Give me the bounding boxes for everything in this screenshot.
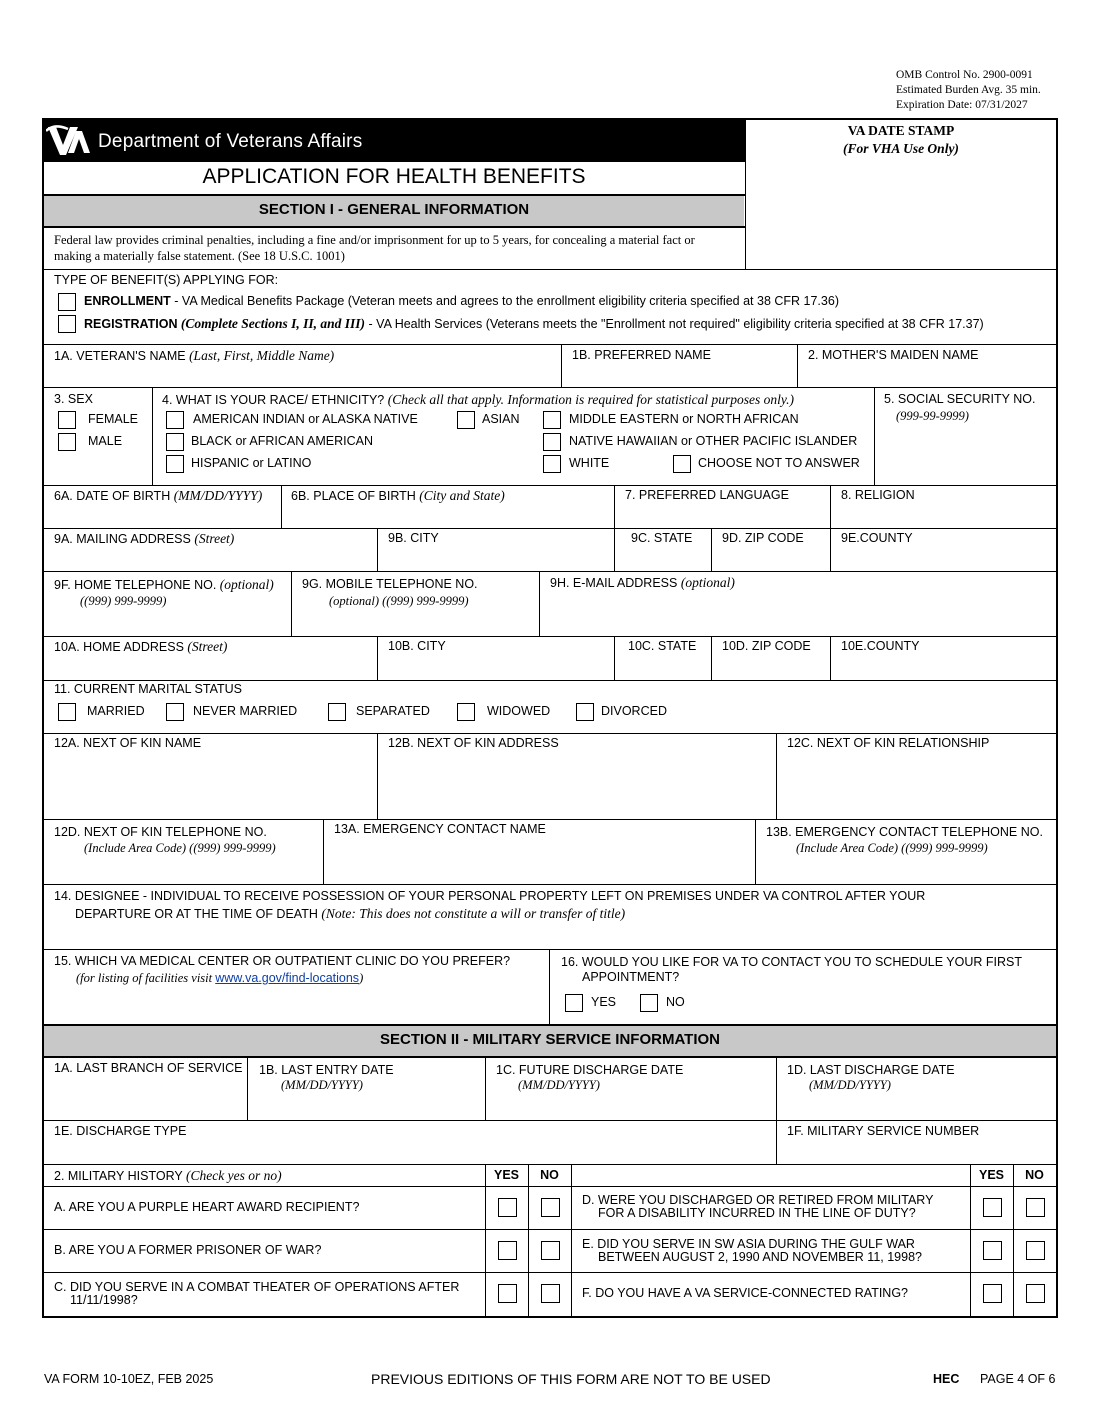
agency-header: [42, 118, 746, 162]
race-white-checkbox[interactable]: [543, 455, 561, 473]
stamp-title: VA DATE STAMP: [847, 123, 955, 138]
dob-label: 6A. DATE OF BIRTH (MM/DD/YYYY): [54, 488, 263, 503]
appointment-yes-label: YES: [591, 995, 617, 1009]
race-american-indian-label: AMERICAN INDIAN or ALASKA NATIVE: [193, 412, 418, 426]
last-branch-label: 1A. LAST BRANCH OF SERVICE: [54, 1061, 243, 1075]
sex-female-checkbox[interactable]: [58, 411, 76, 429]
pow-question: B. ARE YOU A FORMER PRISONER OF WAR?: [54, 1243, 322, 1257]
future-discharge-date-hint: (MM/DD/YYYY): [518, 1078, 600, 1092]
appointment-yes-checkbox[interactable]: [565, 994, 583, 1012]
next-of-kin-phone-hint: (Include Area Code) ((999) 999-9999): [84, 841, 276, 855]
preferred-language-label: 7. PREFERRED LANGUAGE: [625, 488, 789, 502]
disability-discharge-no-checkbox[interactable]: [1026, 1198, 1045, 1217]
race-choose-not-label: CHOOSE NOT TO ANSWER: [698, 456, 860, 470]
penalty-notice: Federal law provides criminal penalties, including a fine and/or imprisonment for up to 5 years, for concealing a material fact or making a materially false statement. (See 18 U.S.C. 1001): [54, 233, 695, 263]
facility-hint: (for listing of facilities visit www.va.gov/find-locations): [76, 971, 364, 985]
schedule-appointment-label-2: APPOINTMENT?: [582, 970, 680, 984]
next-of-kin-phone-label: 12D. NEXT OF KIN TELEPHONE NO.: [54, 825, 267, 839]
sex-female-label: FEMALE: [88, 412, 139, 426]
mailing-address-label: 9A. MAILING ADDRESS (Street): [54, 531, 235, 546]
last-discharge-date-hint: (MM/DD/YYYY): [809, 1078, 891, 1092]
registration-checkbox[interactable]: [58, 315, 76, 333]
race-black-label: BLACK or AFRICAN AMERICAN: [191, 434, 373, 448]
no-header-left: NO: [540, 1168, 559, 1182]
benefit-label: TYPE OF BENEFIT(S) APPLYING FOR:: [54, 273, 279, 287]
marital-status-label: 11. CURRENT MARITAL STATUS: [54, 682, 242, 696]
disability-discharge-question-2: FOR A DISABILITY INCURRED IN THE LINE OF DUTY?: [598, 1206, 916, 1220]
ssn-hint: (999-99-9999): [896, 409, 969, 423]
yes-header-right: YES: [978, 1168, 1004, 1182]
stamp-subtitle: (For VHA Use Only): [843, 141, 959, 156]
agency-name: Department of Veterans Affairs: [98, 131, 363, 152]
sex-male-checkbox[interactable]: [58, 433, 76, 451]
service-connected-yes-checkbox[interactable]: [983, 1284, 1002, 1303]
race-white-label: WHITE: [569, 456, 610, 470]
mailing-county-label: 9E.COUNTY: [841, 531, 913, 545]
sex-label: 3. SEX: [54, 392, 93, 406]
combat-theater-yes-checkbox[interactable]: [498, 1284, 517, 1303]
mailing-state-label: 9C. STATE: [631, 531, 693, 545]
combat-theater-question-2: 11/11/1998?: [70, 1293, 138, 1307]
editions-notice: PREVIOUS EDITIONS OF THIS FORM ARE NOT TO BE USED: [371, 1371, 771, 1387]
combat-theater-question: C. DID YOU SERVE IN A COMBAT THEATER OF OPERATIONS AFTER: [54, 1280, 460, 1294]
emergency-contact-name-label: 13A. EMERGENCY CONTACT NAME: [334, 822, 546, 836]
race-hispanic-checkbox[interactable]: [166, 455, 184, 473]
widowed-label: WIDOWED: [487, 704, 551, 718]
mothers-maiden-name-label: 2. MOTHER'S MAIDEN NAME: [808, 348, 979, 362]
married-label: MARRIED: [87, 704, 145, 718]
designee-label: 14. DESIGNEE - INDIVIDUAL TO RECEIVE POSSESSION OF YOUR PERSONAL PROPERTY LEFT ON PREMISES UNDER VA CONTROL AFTER YOUR: [54, 889, 926, 903]
email-label: 9H. E-MAIL ADDRESS (optional): [550, 575, 735, 590]
last-entry-date-hint: (MM/DD/YYYY): [281, 1078, 363, 1092]
pow-yes-checkbox[interactable]: [498, 1241, 517, 1260]
race-pacific-islander-label: NATIVE HAWAIIAN or OTHER PACIFIC ISLANDER: [569, 434, 858, 448]
next-of-kin-name-label: 12A. NEXT OF KIN NAME: [54, 736, 202, 750]
race-hispanic-label: HISPANIC or LATINO: [191, 456, 312, 470]
sex-male-label: MALE: [88, 434, 123, 448]
emergency-contact-phone-hint: (Include Area Code) ((999) 999-9999): [796, 841, 988, 855]
next-of-kin-relationship-label: 12C. NEXT OF KIN RELATIONSHIP: [787, 736, 990, 750]
race-asian-checkbox[interactable]: [457, 411, 475, 429]
page-number: PAGE 4 OF 6: [980, 1372, 1056, 1386]
never-married-label: NEVER MARRIED: [193, 704, 298, 718]
section-2-title: SECTION II - MILITARY SERVICE INFORMATION: [44, 1026, 1056, 1056]
military-history-label: 2. MILITARY HISTORY (Check yes or no): [54, 1168, 282, 1183]
combat-theater-no-checkbox[interactable]: [541, 1284, 560, 1303]
find-locations-link[interactable]: www.va.gov/find-locations: [215, 971, 360, 985]
divorced-label: DIVORCED: [601, 704, 667, 718]
gulf-war-yes-checkbox[interactable]: [983, 1241, 1002, 1260]
home-state-label: 10C. STATE: [628, 639, 697, 653]
enrollment-option: ENROLLMENT - VA Medical Benefits Package (Veteran meets and agrees to the enrollment eligibility criteria specified at 38 CFR 17.36): [84, 294, 839, 308]
schedule-appointment-label: 16. WOULD YOU LIKE FOR VA TO CONTACT YOU TO SCHEDULE YOUR FIRST: [561, 955, 1022, 969]
race-middle-eastern-checkbox[interactable]: [543, 411, 561, 429]
divorced-checkbox[interactable]: [576, 703, 594, 721]
disability-discharge-yes-checkbox[interactable]: [983, 1198, 1002, 1217]
race-middle-eastern-label: MIDDLE EASTERN or NORTH AFRICAN: [569, 412, 799, 426]
emergency-contact-phone-label: 13B. EMERGENCY CONTACT TELEPHONE NO.: [766, 825, 1043, 839]
home-address-label: 10A. HOME ADDRESS (Street): [54, 639, 228, 654]
form-title: APPLICATION FOR HEALTH BENEFITS: [202, 165, 586, 188]
home-county-label: 10E.COUNTY: [841, 639, 920, 653]
home-zip-label: 10D. ZIP CODE: [722, 639, 811, 653]
race-label: 4. WHAT IS YOUR RACE/ ETHNICITY? (Check all that apply. Information is required for statistical purposes only.): [162, 392, 794, 407]
widowed-checkbox[interactable]: [457, 703, 475, 721]
race-choose-not-checkbox[interactable]: [673, 455, 691, 473]
designee-label-2: DEPARTURE OR AT THE TIME OF DEATH (Note: This does not constitute a will or transfer of title): [75, 906, 626, 921]
pow-no-checkbox[interactable]: [541, 1241, 560, 1260]
mailing-zip-label: 9D. ZIP CODE: [722, 531, 804, 545]
separated-label: SEPARATED: [356, 704, 430, 718]
discharge-type-label: 1E. DISCHARGE TYPE: [54, 1124, 187, 1138]
race-asian-label: ASIAN: [482, 412, 520, 426]
next-of-kin-address-label: 12B. NEXT OF KIN ADDRESS: [388, 736, 559, 750]
va-logo-icon: [46, 123, 90, 157]
yes-header-left: YES: [493, 1168, 519, 1182]
never-married-checkbox[interactable]: [166, 703, 184, 721]
purple-heart-yes-checkbox[interactable]: [498, 1198, 517, 1217]
mobile-phone-label: 9G. MOBILE TELEPHONE NO.: [302, 577, 478, 591]
purple-heart-no-checkbox[interactable]: [541, 1198, 560, 1217]
separated-checkbox[interactable]: [328, 703, 346, 721]
preferred-name-label: 1B. PREFERRED NAME: [572, 348, 711, 362]
home-city-label: 10B. CITY: [388, 639, 446, 653]
service-connected-question: F. DO YOU HAVE A VA SERVICE-CONNECTED RATING?: [582, 1286, 909, 1300]
appointment-no-checkbox[interactable]: [640, 994, 658, 1012]
section-1-title: SECTION I - GENERAL INFORMATION: [44, 196, 744, 226]
no-header-right: NO: [1025, 1168, 1044, 1182]
future-discharge-date-label: 1C. FUTURE DISCHARGE DATE: [496, 1063, 684, 1077]
omb-info: OMB Control No. 2900-0091 Estimated Burden Avg. 35 min. Expiration Date: 07/31/2027: [896, 69, 1041, 111]
religion-label: 8. RELIGION: [841, 488, 915, 502]
disability-discharge-question: D. WERE YOU DISCHARGED OR RETIRED FROM MILITARY: [582, 1193, 934, 1207]
purple-heart-question: A. ARE YOU A PURPLE HEART AWARD RECIPIENT?: [54, 1200, 360, 1214]
mobile-phone-hint: (optional) ((999) 999-9999): [329, 594, 469, 608]
military-service-number-label: 1F. MILITARY SERVICE NUMBER: [787, 1124, 980, 1138]
race-pacific-islander-checkbox[interactable]: [543, 433, 561, 451]
married-checkbox[interactable]: [58, 703, 76, 721]
enrollment-checkbox[interactable]: [58, 293, 76, 311]
ssn-label: 5. SOCIAL SECURITY NO.: [884, 392, 1036, 406]
last-discharge-date-label: 1D. LAST DISCHARGE DATE: [787, 1063, 955, 1077]
gulf-war-question-2: BETWEEN AUGUST 2, 1990 AND NOVEMBER 11, 1998?: [598, 1250, 922, 1264]
race-american-indian-checkbox[interactable]: [166, 411, 184, 429]
service-connected-no-checkbox[interactable]: [1026, 1284, 1045, 1303]
last-entry-date-label: 1B. LAST ENTRY DATE: [259, 1063, 394, 1077]
home-phone-hint: ((999) 999-9999): [80, 594, 167, 608]
hec-label: HEC: [933, 1372, 960, 1386]
gulf-war-question: E. DID YOU SERVE IN SW ASIA DURING THE GULF WAR: [582, 1237, 915, 1251]
appointment-no-label: NO: [666, 995, 685, 1009]
birthplace-label: 6B. PLACE OF BIRTH (City and State): [291, 488, 505, 503]
race-black-checkbox[interactable]: [166, 433, 184, 451]
form-number: VA FORM 10-10EZ, FEB 2025: [44, 1372, 214, 1386]
veteran-name-label: 1A. VETERAN'S NAME (Last, First, Middle Name): [54, 348, 335, 363]
home-phone-label: 9F. HOME TELEPHONE NO. (optional): [54, 577, 274, 592]
mailing-city-label: 9B. CITY: [388, 531, 439, 545]
gulf-war-no-checkbox[interactable]: [1026, 1241, 1045, 1260]
preferred-facility-label: 15. WHICH VA MEDICAL CENTER OR OUTPATIENT CLINIC DO YOU PREFER?: [54, 954, 511, 968]
registration-option: REGISTRATION (Complete Sections I, II, and III) - VA Health Services (Veterans meets the "Enrollment not required" eligibility criteria specified at 38 CFR 17.37): [84, 316, 984, 331]
